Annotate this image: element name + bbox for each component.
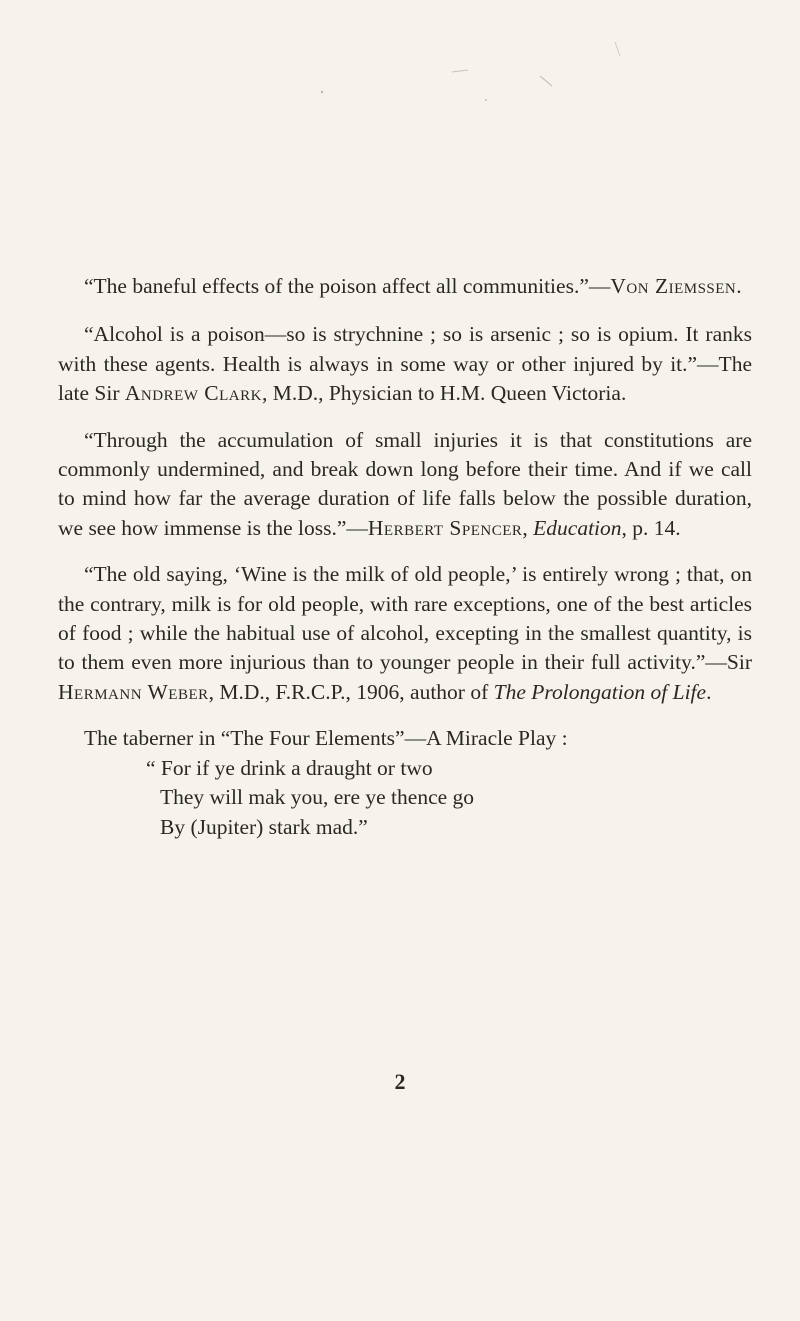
quote-4-after: , M.D., F.R.C.P., 1906, author of	[208, 679, 494, 704]
quote-3	[58, 426, 752, 544]
quote-2-text: “Alcohol is a poison—so is strychnine ; so is arsenic ; so is opium. It ranks with these agents. Health is always in some way or other injured by it.”—The late Sir	[58, 322, 752, 406]
quote-4	[58, 560, 752, 707]
quote-2-after: , M.D., Physician to H.M. Queen Victoria.	[261, 381, 627, 406]
quote-3-after: ,	[522, 515, 534, 540]
quote-3-text: “Through the accumulation of small injuries it is that constitutions are commonly undermined, and break down long before their time. And if we call to mind how far the average duration of life falls below the possible duration, we see how immense is the loss.”—	[58, 427, 752, 540]
quotations-block	[58, 272, 752, 842]
quote-3-work: Education	[533, 515, 622, 540]
quote-4-author: Hermann Weber	[58, 679, 209, 704]
quote-4-work: The Prolongation of Life	[493, 679, 707, 704]
quote-1-author: Von Ziemssen	[610, 274, 737, 298]
quote-1-after: .	[736, 274, 742, 298]
verse-line-3: By (Jupiter) stark mad.”	[160, 814, 368, 839]
quote-1	[58, 272, 752, 301]
quote-2-author: Andrew Clark	[124, 381, 262, 406]
quote-2	[58, 320, 752, 408]
verse-intro: The taberner in “The Four Elements”—A Miracle Play :	[84, 726, 568, 751]
quote-3-author: Herbert Spencer	[367, 515, 523, 540]
verse	[146, 754, 752, 842]
verse-line-2: They will mak you, ere ye thence go	[160, 785, 475, 810]
quote-4-tail: .	[706, 679, 712, 704]
quote-4-text: “The old saying, ‘Wine is the milk of old people,’ is entirely wrong ; that, on the contrary, milk is for old people, with rare exceptions, one of the best articles of food ; while the habitual use of alcohol, excepting in the smallest quantity, is to them even more injurious than to younger people in their full activity.”—Sir	[58, 562, 752, 675]
verse-line-1: “ For if ye drink a draught or two	[146, 755, 433, 780]
quote-3-tail: , p. 14.	[621, 515, 681, 540]
page-blemishes	[0, 0, 800, 300]
page-number: 2	[394, 1069, 406, 1094]
quote-1-text: “The baneful effects of the poison affect all communities.”—	[84, 274, 611, 298]
